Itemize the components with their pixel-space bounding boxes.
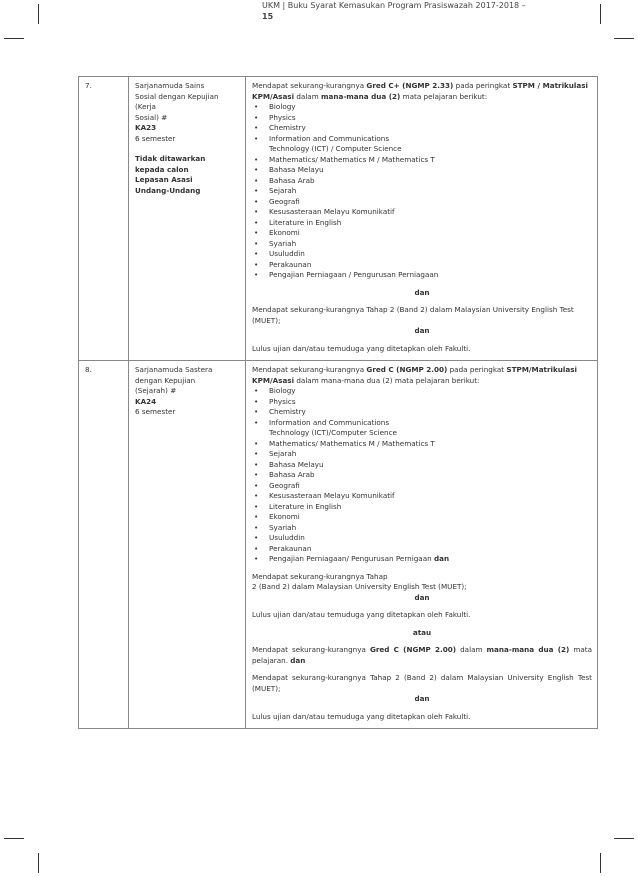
crop-mark-top-right-h bbox=[614, 38, 634, 39]
crop-mark-bottom-right-v bbox=[600, 853, 601, 873]
table-row bbox=[79, 77, 598, 361]
list-item: • Kesusasteraan Melayu Komunikatif bbox=[252, 207, 592, 218]
list-item: • Biology bbox=[252, 386, 592, 397]
subject-list bbox=[252, 102, 592, 281]
programme-name-line: (Sejarah) # bbox=[135, 386, 177, 395]
crop-mark-top-left-h bbox=[4, 38, 24, 39]
programme-duration: 6 semester bbox=[135, 407, 176, 416]
crop-mark-bottom-left-v bbox=[38, 853, 39, 873]
list-item: • Sejarah bbox=[252, 186, 592, 197]
connector-dan: dan bbox=[433, 554, 450, 563]
list-item: • Syariah bbox=[252, 523, 592, 534]
programme-note-line: kepada calon bbox=[135, 164, 189, 174]
list-item: • Usuluddin bbox=[252, 533, 592, 544]
requirements-cell bbox=[246, 361, 598, 729]
list-item: • Ekonomi bbox=[252, 512, 592, 523]
list-item: • Bahasa Arab bbox=[252, 470, 592, 481]
row-number: 7. bbox=[79, 77, 129, 361]
list-item: • Mathematics/ Mathematics M / Mathematics T bbox=[252, 439, 592, 450]
list-item: • Chemistry bbox=[252, 123, 592, 134]
list-item: • Bahasa Arab bbox=[252, 176, 592, 187]
list-item: • Kesusasteraan Melayu Komunikatif bbox=[252, 491, 592, 502]
connector-dan: dan bbox=[414, 326, 430, 335]
page-header bbox=[262, 0, 592, 22]
crop-mark-top-left-v bbox=[38, 4, 39, 24]
page-number: 15 bbox=[262, 12, 274, 21]
list-item: • Perakaunan bbox=[252, 544, 592, 555]
list-item: • Mathematics/ Mathematics M / Mathematics T bbox=[252, 155, 592, 166]
list-item: • Geografi bbox=[252, 197, 592, 208]
programme-name-line: (Kerja bbox=[135, 102, 156, 111]
programme-duration: 6 semester bbox=[135, 133, 176, 143]
list-item: • Information and Communications Technology (ICT)/Computer Science bbox=[252, 418, 592, 439]
requirements-cell bbox=[246, 77, 598, 361]
list-item: • Information and Communications Technology (ICT) / Computer Science bbox=[252, 134, 592, 155]
interview-requirement: Lulus ujian dan/atau temuduga yang ditetapkan oleh Fakulti. bbox=[252, 343, 471, 353]
row-number: 8. bbox=[79, 361, 129, 729]
header-title: UKM | Buku Syarat Kemasukan Program Prasiswazah 2017-2018 – bbox=[262, 1, 526, 10]
list-item: • Physics bbox=[252, 113, 592, 124]
programme-code: KA24 bbox=[135, 396, 157, 406]
programme-code: KA23 bbox=[135, 123, 157, 132]
programme-note-line: Undang-Undang bbox=[135, 185, 201, 195]
interview-requirement: Lulus ujian dan/atau temuduga yang ditetapkan oleh Fakulti. bbox=[252, 711, 471, 721]
requirement-intro: Mendapat sekurang-kurangnya Gred C+ (NGMP 2.33) pada peringkat STPM / Matrikulasi KPM/Asasi dalam mana-mana dua (2) mata pelajaran berikut: bbox=[252, 81, 588, 101]
list-item: • Biology bbox=[252, 102, 592, 113]
connector-dan: dan bbox=[414, 592, 430, 602]
list-item: • Sejarah bbox=[252, 449, 592, 460]
muet-requirement: Mendapat sekurang-kurangnya Tahap 2 (Band 2) dalam Malaysian University English Test (MUET); bbox=[252, 673, 592, 693]
programme-name-line: Sosial dengan Kepujian bbox=[135, 91, 219, 101]
programme-cell bbox=[129, 361, 246, 729]
requirement-intro: Mendapat sekurang-kurangnya Gred C (NGMP 2.00) pada peringkat STPM/Matrikulasi KPM/Asasi dalam mana-mana dua (2) mata pelajaran berikut: bbox=[252, 365, 577, 385]
requirements-table bbox=[78, 76, 598, 729]
crop-mark-bottom-left-h bbox=[4, 838, 24, 839]
list-item: • Physics bbox=[252, 397, 592, 408]
muet-requirement: Mendapat sekurang-kurangnya Tahap 2 (Band 2) dalam Malaysian University English Test (MUET); bbox=[252, 305, 574, 325]
list-item: • Ekonomi bbox=[252, 228, 592, 239]
programme-name-line: Sarjanamuda Sains bbox=[135, 81, 205, 90]
programme-name-line: dengan Kepujian bbox=[135, 375, 196, 385]
interview-requirement: Lulus ujian dan/atau temuduga yang ditetapkan oleh Fakulti. bbox=[252, 610, 471, 619]
crop-mark-top-right-v bbox=[600, 4, 601, 24]
crop-mark-bottom-right-h bbox=[614, 838, 634, 839]
subject-list bbox=[252, 386, 592, 565]
connector-dan: dan bbox=[414, 287, 430, 297]
list-item: • Perakaunan bbox=[252, 260, 592, 271]
alternative-requirement: Mendapat sekurang-kurangnya Gred C (NGMP 2.00) dalam mana-mana dua (2) mata pelajaran. dan bbox=[252, 645, 592, 665]
programme-note-line: Lepasan Asasi bbox=[135, 175, 193, 184]
programme-name-line: Sarjanamuda Sastera bbox=[135, 365, 213, 374]
programme-name-line: Sosial) # bbox=[135, 112, 168, 122]
list-item: • Bahasa Melayu bbox=[252, 165, 592, 176]
list-item: • Usuluddin bbox=[252, 249, 592, 260]
connector-atau: atau bbox=[412, 627, 432, 637]
list-item: • Pengajian Perniagaan/ Pengurusan Pernigaan dan bbox=[252, 554, 592, 565]
table-row bbox=[79, 361, 598, 729]
list-item: • Bahasa Melayu bbox=[252, 460, 592, 471]
list-item: • Syariah bbox=[252, 239, 592, 250]
list-item: • Geografi bbox=[252, 481, 592, 492]
list-item: • Literature in English bbox=[252, 502, 592, 513]
connector-dan: dan bbox=[414, 694, 430, 703]
programme-note-line: Tidak ditawarkan bbox=[135, 154, 206, 163]
programme-cell bbox=[129, 77, 246, 361]
list-item: • Chemistry bbox=[252, 407, 592, 418]
muet-requirement: Mendapat sekurang-kurangnya Tahap 2 (Band 2) dalam Malaysian University English Test (MUET); bbox=[252, 571, 467, 591]
list-item: • Pengajian Perniagaan / Pengurusan Perniagaan bbox=[252, 270, 592, 281]
list-item: • Literature in English bbox=[252, 218, 592, 229]
